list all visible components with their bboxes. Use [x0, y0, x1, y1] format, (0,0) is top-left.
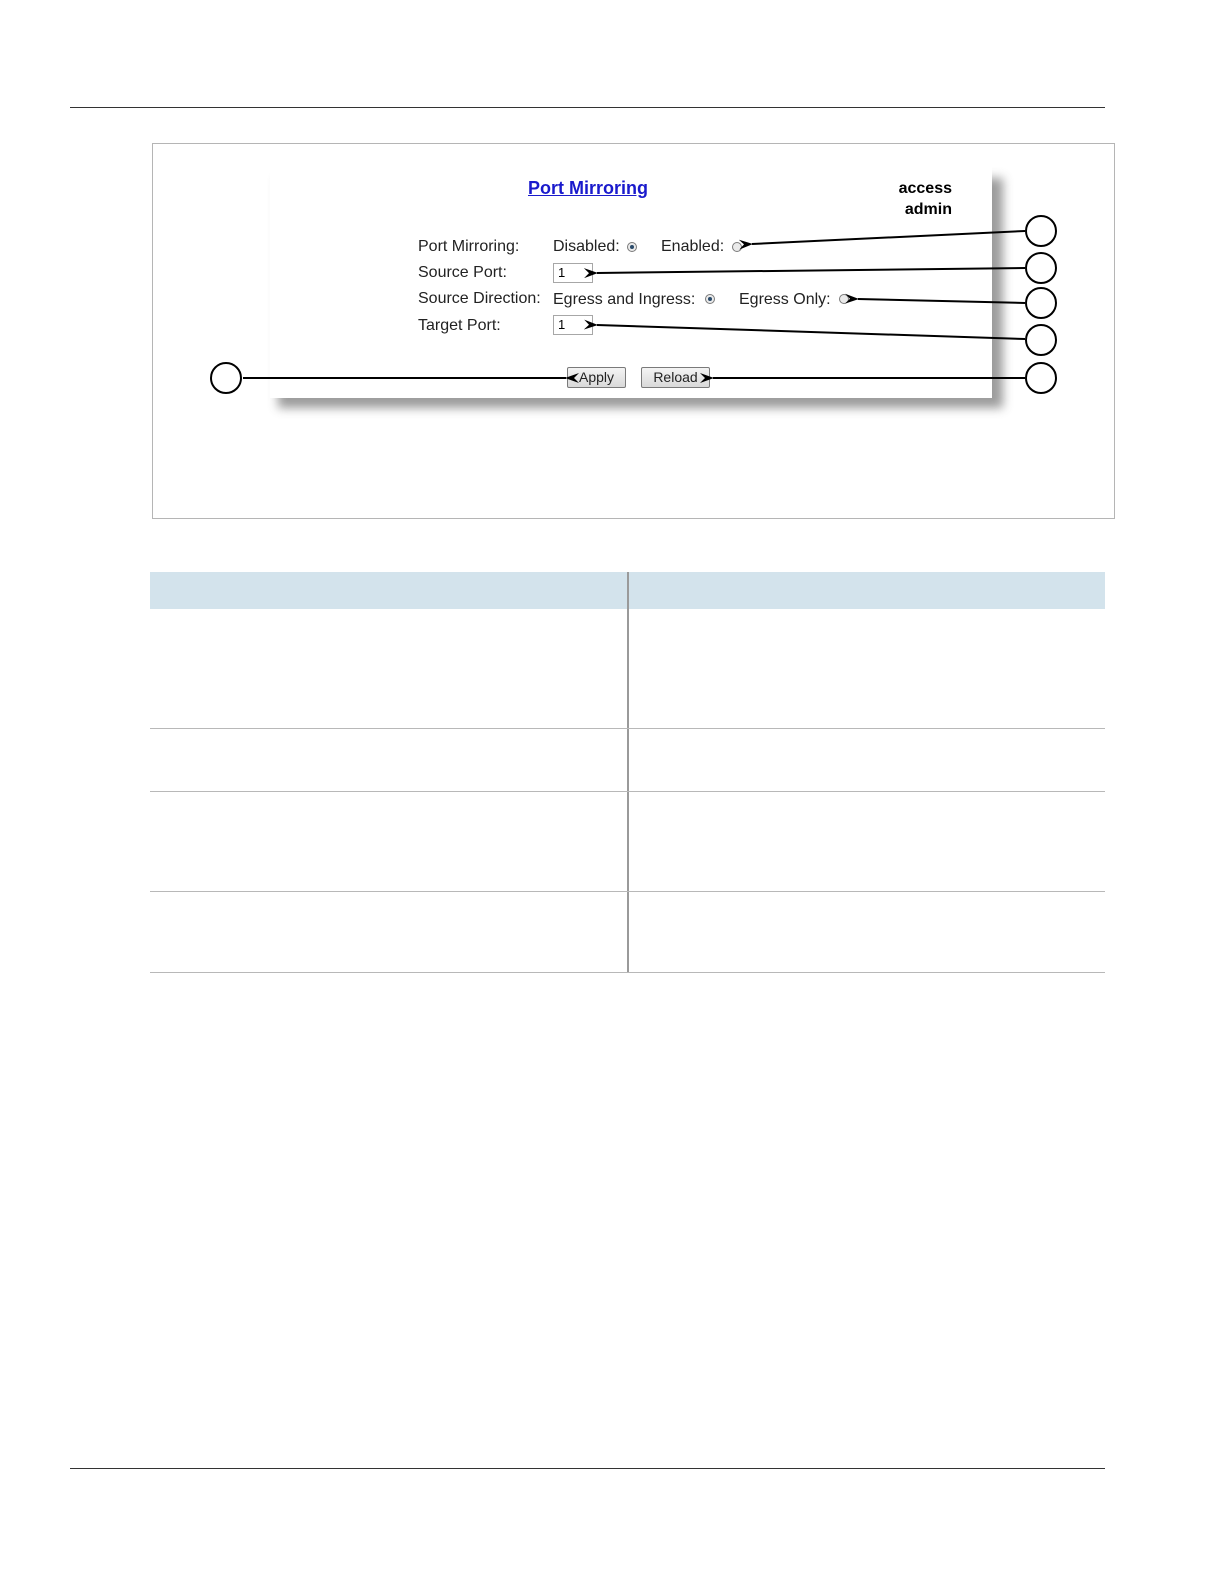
footer-rule: [70, 1468, 1105, 1469]
arrow-enabled: [752, 231, 1025, 244]
target-port-label: Target Port:: [418, 317, 501, 334]
callout-circle-5: [1025, 362, 1057, 394]
source-port-label: Source Port:: [418, 264, 507, 281]
access-label: access: [898, 180, 952, 197]
page-title[interactable]: Port Mirroring: [528, 178, 648, 198]
egress-only-option-label: Egress Only:: [739, 291, 831, 308]
arrow-egress-only: [858, 299, 1025, 303]
target-port-input[interactable]: 1: [553, 315, 593, 335]
callout-circle-3: [1025, 287, 1057, 319]
reload-button[interactable]: Reload: [641, 367, 710, 388]
access-user: admin: [904, 201, 952, 218]
callout-circle-1: [1025, 215, 1057, 247]
table-row-divider: [150, 972, 1105, 973]
apply-button[interactable]: Apply: [567, 367, 626, 388]
callout-circle-4: [1025, 324, 1057, 356]
callout-circle-6: [210, 362, 242, 394]
port-mirroring-label: Port Mirroring:: [418, 238, 520, 255]
source-direction-label: Source Direction:: [418, 290, 541, 307]
table-column-divider: [627, 572, 629, 973]
arrow-source-port: [597, 268, 1025, 273]
table-row-divider: [150, 728, 1105, 729]
source-port-input[interactable]: 1: [553, 263, 593, 283]
egress-ingress-option-label: Egress and Ingress:: [553, 291, 696, 308]
disabled-option-label: Disabled:: [553, 238, 620, 255]
table-row-divider: [150, 891, 1105, 892]
enabled-option-label: Enabled:: [661, 238, 725, 255]
arrow-target-port: [597, 325, 1025, 339]
table-row-divider: [150, 791, 1105, 792]
callout-circle-2: [1025, 252, 1057, 284]
